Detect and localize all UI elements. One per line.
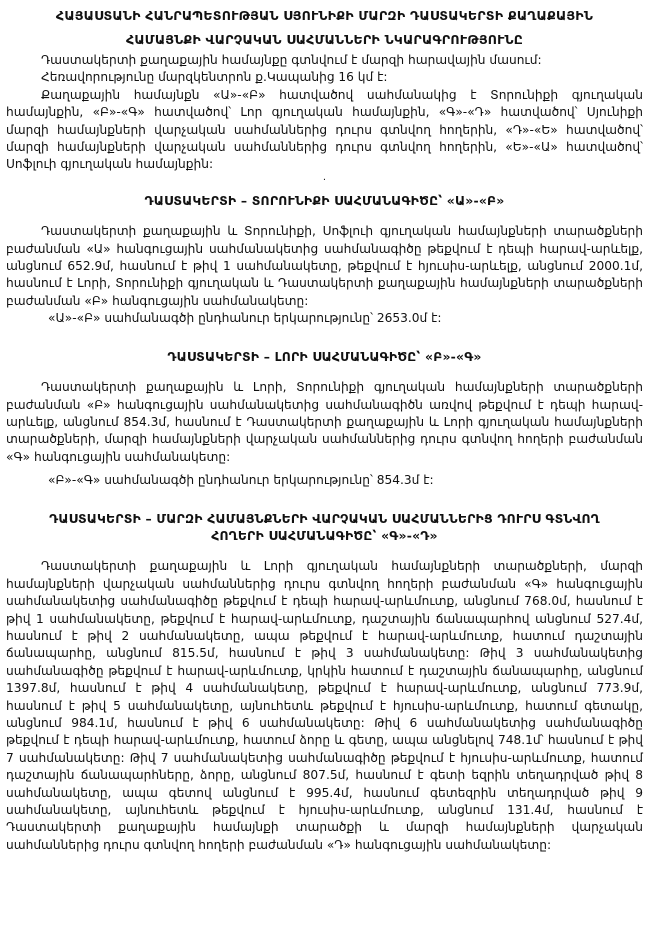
- section-heading-b-g: ԴԱՍՏԱԿԵՐՏԻ – ԼՈՐԻ ՍԱՀՄԱՆԱԳԻԾԸ՝ «Բ»-«Գ»: [167, 348, 482, 364]
- document-title-line-1: ՀԱՅԱՍՏԱՆԻ ՀԱՆՐԱՊԵՏՈՒԹՅԱՆ ՍՅՈՒՆԻՔԻ ՄԱՐԶԻ ԴԱՍՏԱԿԵՐՏԻ ՔԱՂԱՔԱՅԻՆ: [55, 8, 594, 23]
- section-paragraph-g-d: Դաստակերտի քաղաքային և Լորի գյուղական համայնքների տարածքների, մարզի համայնքների վարչական սահմաններից դուրս գտնվող հողերի բաժանման «Գ» հանգուցային սահմանակետից սահմանագիծը թեքվում է դեպի հարավ-արևմուտք, անցնում 768.0մ, հասնում է թիվ 1 սահմանակետը, թեքվում է հարավ-արևմուտք, դաշտային ճանապարհով անցնում 527.4մ, հասնում է թիվ 2 սահմանակետը, ապա թեքվում է հարավ-արևմուտք, հատում դաշտային ճանապարհը, անցնում 815.5մ, հասնում է թիվ 3 սահմանակետը: Թիվ 3 սահմանակետից սահմանագիծը թեքվում է հարավ-արևմուտք, կրկին հատում է դաշտային ճանապարհը, անցնում 1397.8մ, հասնում է թիվ 4 սահմանակետը, թեքվում է հարավ-արևմուտք, անցնում 773.9մ, հասնում է թիվ 5 սահմանակետը, այնուհետև թեքվում է հյուսիս-արևմուտք, հատում գետակը, անցնում 984.1մ, հասնում է թիվ 6 սահմանակետը: Թիվ 6 սահմանակետից սահմանագիծը թեքվում է դեպի հարավ-արևմուտք, հատում ձորը և գետը, ապա անցնելով 748.1մ՝ հասնում է թիվ 7 սահմանակետը: Թիվ 7 սահմանակետից սահմանագիծը թեքվում է հյուսիս-արևմուտք, հատում դաշտային ճանապարհները, ձորը, անցնում 807.5մ, հասնում է գետի եզրին տեղադրված թիվ 8 սահմանակետը, ապա գետով անցնում է 995.4մ, հասնում գետեզրին տեղադրված թիվ 9 սահմանակետը, այնուհետև թեքվում է հյուսիս-արևմուտք, անցնում 131.4մ, հասնում է Դաստակերտի քաղաքային համայնքի տարածքի և մարզի համայնքների վարչական սահմաններից դուրս գտնվող հողերի բաժանման «Դ» հանգուցային սահմանակետը:: [6, 559, 643, 852]
- section-heading-g-d: [6, 510, 643, 545]
- intro-location: Դաստակերտի քաղաքային համայնքը գտնվում է մարզի հարավային մասում:: [41, 53, 542, 67]
- section-paragraph-b-g: Դաստակերտի քաղաքային և Լորի, Տորունիքի գյուղական համայնքների տարածքների բաժանման «Բ» հանգուցային սահմանակետից սահմանագիծն առվով թեքվում է դեպի հարավ-արևելք, անցնում 854.3մ, հասնում է Դաստակերտի քաղաքային և Լորի գյուղական համայնքների տարածքների, մարզի համայնքների վարչական սահմաններից դուրս գտնվող հողերի բաժանման «Գ» հանգուցային սահմանակետը:: [6, 380, 643, 464]
- separator-dot: ·: [322, 174, 327, 186]
- section-heading-a-b: ԴԱՍՏԱԿԵՐՏԻ – ՏՈՐՈՒՆԻՔԻ ՍԱՀՄԱՆԱԳԻԾԸ՝ «Ա»-«Բ»: [144, 192, 505, 208]
- section-total-a-b: «Ա»-«Բ» սահմանագծի ընդհանուր երկարությունը՝ 2653.0մ է:: [48, 311, 442, 326]
- document-title: [6, 4, 643, 52]
- intro-distance: Հեռավորությունը մարզկենտրոն ք.Կապանից 16 կմ է:: [41, 70, 388, 85]
- document-title-line-2: ՀԱՄԱՅՆՔԻ ՎԱՐՉԱԿԱՆ ՍԱՀՄԱՆՆԵՐԻ ՆԿԱՐԱԳՐՈՒԹՅՈՒՆԸ: [125, 32, 524, 47]
- section-heading-g-d-line-2: ՀՈՂԵՐԻ ՍԱՀՄԱՆԱԳԻԾԸ՝ «Գ»-«Դ»: [211, 527, 438, 543]
- section-total-b-g: «Բ»-«Գ» սահմանագծի ընդհանուր երկարությունը՝ 854.3մ է:: [48, 473, 434, 488]
- section-heading-g-d-line-1: ԴԱՍՏԱԿԵՐՏԻ – ՄԱՐԶԻ ՀԱՄԱՅՆՔՆԵՐԻ ՎԱՐՉԱԿԱՆ ՍԱՀՄԱՆՆԵՐԻՑ ԴՈՒՐՍ ԳՏՆՎՈՂ: [49, 510, 600, 526]
- section-paragraph-a-b: Դաստակերտի քաղաքային և Տորունիքի, Սոֆլուի գյուղական համայնքների տարածքների բաժանման «Ա» հանգուցային սահմանակետից սահմանագիծը թեքվում է դեպի հարավ-արևելք, անցնում 652.9մ, հասնում է թիվ 1 սահմանակետը, թեքվում է հյուսիս-արևելք, անցնում 2000.1մ, հասնում է Լորի, Տորունիքի գյուղական և Դաստակերտի քաղաքային համայնքների տարածքների բաժանման «Բ» հանգուցային սահմանակետը:: [6, 224, 643, 308]
- intro-neighbors-paragraph: Քաղաքային համայնքն «Ա»-«Բ» հատվածով սահմանակից է Տորունիքի գյուղական համայնքին, «Բ»-«Գ» հատվածով՝ Լոր գյուղական համայնքին, «Գ»-«Դ» հատվածով՝ Սյունիքի մարզի համայնքների վարչական սահմաններից դուրս գտնվող հողերին, «Դ»-«Ե» հատվածով՝ մարզի համայնքների վարչական սահմաններից դուրս գտնվող հողերին, «Ե»-«Ա» հատվածով՝ Սոֆլուի գյուղական համայնքին:: [6, 87, 643, 172]
